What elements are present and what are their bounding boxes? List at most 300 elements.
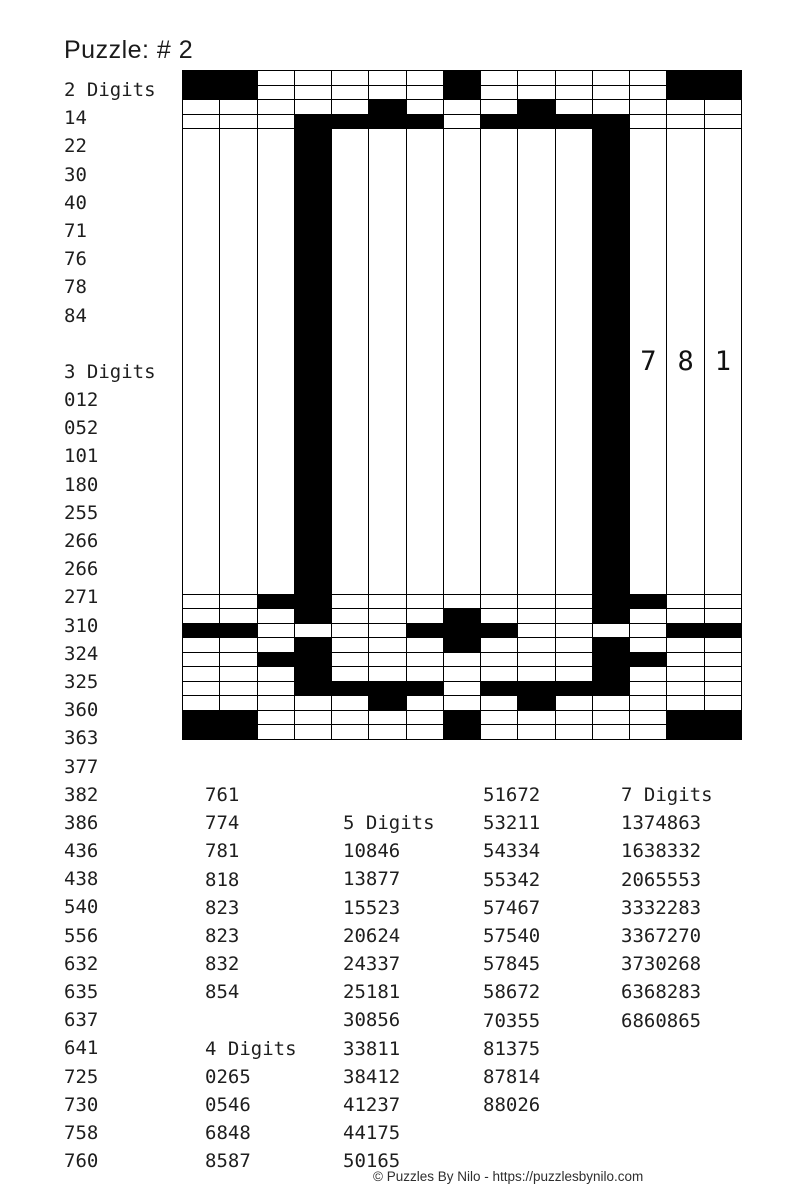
grid-cell-prefilled[interactable]: 7 [630,129,667,594]
grid-cell-empty[interactable] [220,696,257,711]
grid-cell-black [257,652,294,667]
grid-cell-empty[interactable] [406,100,443,115]
list-item: 57845 [483,953,541,976]
grid-row [183,100,742,115]
grid-cell-black [294,681,331,696]
list-heading: 3 Digits [64,360,156,383]
list-item: 730 [64,1093,99,1116]
list-item: 88026 [483,1094,541,1117]
grid-cell-empty[interactable] [257,623,294,638]
grid-cell-black [294,667,331,682]
grid-cell-empty[interactable] [518,710,555,725]
grid-cell-black [406,623,443,638]
list-item: 386 [64,811,99,834]
grid-cell-empty[interactable] [369,85,406,100]
grid-cell-empty[interactable] [369,623,406,638]
grid-cell-black [518,100,555,115]
list-item: 540 [64,896,99,919]
grid-cell-empty[interactable] [555,594,592,609]
grid-cell-black [630,652,667,667]
list-item: 823 [205,896,240,919]
list-item: 325 [64,670,99,693]
grid-cell-black [630,594,667,609]
grid-cell-empty[interactable] [294,100,331,115]
grid-cell-black [220,623,257,638]
grid-cell-empty[interactable] [220,652,257,667]
grid-cell-black [183,623,220,638]
list-item: 101 [64,445,99,468]
grid-cell-black [443,623,480,638]
grid-cell-black [220,710,257,725]
grid-cell-empty[interactable] [555,710,592,725]
grid-cell-empty[interactable] [518,623,555,638]
grid-cell-empty[interactable] [257,638,294,653]
grid-cell-black [667,85,704,100]
grid-cell-empty[interactable] [630,710,667,725]
grid-cell-black [592,609,629,624]
grid-cell-black [183,85,220,100]
grid-cell-empty[interactable] [704,114,741,129]
grid-cell-empty[interactable] [630,609,667,624]
grid-cell-empty[interactable] [257,100,294,115]
grid-cell-empty[interactable] [332,652,369,667]
grid-row [183,114,742,129]
grid-cell-empty[interactable] [592,623,629,638]
grid-cell-empty[interactable] [369,652,406,667]
puzzle-grid [182,70,742,740]
grid-cell-black [294,114,331,129]
number-list-column-1 [64,76,156,1175]
list-item: 3332283 [621,896,702,919]
list-item: 78 [64,276,87,299]
grid-cell-empty[interactable] [183,667,220,682]
list-item: 012 [64,389,99,412]
grid-cell-empty[interactable] [332,85,369,100]
number-list-column-4 [483,781,540,1119]
grid-cell-empty[interactable] [704,667,741,682]
grid-cell-black [183,725,220,740]
grid-cell-empty[interactable] [630,114,667,129]
list-item: 81375 [483,1037,541,1060]
footer-credit: © Puzzles By Nilo - https://puzzlesbynilo.com [373,1169,644,1184]
list-item: 266 [64,530,99,552]
grid-cell-empty[interactable] [481,100,518,115]
grid-cell-empty[interactable] [332,725,369,740]
grid-cell-black [443,638,480,653]
grid-cell-empty[interactable] [406,85,443,100]
list-item: 53211 [483,812,541,835]
grid-cell-empty[interactable] [257,129,294,594]
grid-cell-empty[interactable] [667,638,704,653]
list-item: 363 [64,727,99,750]
grid-cell-empty[interactable] [704,681,741,696]
grid-cell-black [518,114,555,129]
grid-cell-empty[interactable] [481,710,518,725]
grid-row [183,725,742,740]
grid-cell-black [443,609,480,624]
grid-cell-empty[interactable] [443,594,480,609]
grid-cell-empty[interactable] [332,667,369,682]
list-item: 57467 [483,896,541,919]
grid-cell-black [443,725,480,740]
grid-cell-empty[interactable] [406,710,443,725]
grid-cell-empty[interactable] [704,100,741,115]
grid-cell-black [481,681,518,696]
grid-cell-empty[interactable] [518,638,555,653]
grid-cell-empty[interactable] [406,638,443,653]
grid-cell-black [667,710,704,725]
grid-cell-empty[interactable] [555,696,592,711]
grid-cell-empty[interactable] [294,696,331,711]
grid-cell-empty[interactable] [667,609,704,624]
grid-row [183,594,742,609]
list-item: 40 [64,191,87,214]
grid-cell-black [518,696,555,711]
grid-cell-empty[interactable] [518,652,555,667]
grid-cell-empty[interactable] [518,129,555,594]
grid-cell-empty[interactable] [257,725,294,740]
list-blank-line [64,330,156,358]
list-heading: 5 Digits [343,812,435,834]
list-item: 758 [64,1121,99,1144]
grid-cell-black [518,681,555,696]
grid-cell-prefilled[interactable]: 8 [667,129,704,594]
grid-cell-black [294,594,331,609]
list-item: 556 [64,924,99,947]
grid-cell-black [592,594,629,609]
grid-cell-empty[interactable] [555,652,592,667]
list-item: 22 [64,135,87,158]
grid-cell-empty[interactable] [667,652,704,667]
list-item: 0265 [205,1065,251,1088]
grid-cell-empty[interactable] [555,609,592,624]
grid-cell-empty[interactable] [518,667,555,682]
list-item: 25181 [343,981,401,1004]
grid-cell-empty[interactable] [704,696,741,711]
list-item: 3730268 [621,953,702,976]
grid-cell-empty[interactable] [555,129,592,594]
grid-cell-empty[interactable] [183,594,220,609]
grid-cell-empty[interactable] [592,725,629,740]
grid-row [183,696,742,711]
list-item: 1374863 [621,812,702,835]
list-item: 854 [205,981,240,1004]
grid-cell-black [481,623,518,638]
grid-cell-empty[interactable] [443,114,480,129]
grid-cell-empty[interactable] [332,129,369,594]
grid-cell-empty[interactable] [332,623,369,638]
list-item: 76 [64,248,87,271]
list-heading: 2 Digits [64,79,156,101]
grid-cell-empty[interactable] [369,71,406,86]
grid-cell-empty[interactable] [220,129,257,594]
grid-cell-empty[interactable] [481,725,518,740]
grid-cell-black [667,725,704,740]
grid-cell-empty[interactable] [481,696,518,711]
grid-cell-empty[interactable] [257,71,294,86]
list-item: 6368283 [621,981,702,1004]
number-list-column-2 [205,781,297,1176]
grid-cell-empty[interactable] [183,652,220,667]
list-item: 15523 [343,896,401,919]
grid-cell-black [294,129,331,594]
grid-cell-empty[interactable] [406,594,443,609]
grid-cell-empty[interactable] [257,681,294,696]
list-item: 760 [64,1150,99,1173]
grid-cell-empty[interactable] [443,652,480,667]
grid-cell-black [369,114,406,129]
grid-cell-empty[interactable] [183,114,220,129]
grid-cell-empty[interactable] [555,667,592,682]
grid-cell-empty[interactable] [592,100,629,115]
grid-cell-empty[interactable] [667,696,704,711]
grid-cell-empty[interactable] [481,638,518,653]
grid-cell-empty[interactable] [443,681,480,696]
grid-cell-empty[interactable] [592,696,629,711]
grid-cell-empty[interactable] [481,652,518,667]
grid-cell-empty[interactable] [369,609,406,624]
grid-cell-empty[interactable] [369,594,406,609]
grid-cell-empty[interactable] [332,100,369,115]
grid-cell-empty[interactable] [220,681,257,696]
grid-cell-black [183,71,220,86]
grid-cell-black [704,71,741,86]
list-item: 436 [64,840,99,863]
list-item: 6860865 [621,1009,702,1032]
grid-cell-empty[interactable] [555,100,592,115]
grid-cell-empty[interactable] [294,710,331,725]
number-list-column-5 [621,781,713,1035]
grid-cell-empty[interactable] [369,638,406,653]
grid-cell-empty[interactable] [630,696,667,711]
list-item: 382 [64,783,99,806]
grid-cell-black [592,114,629,129]
list-item: 8587 [205,1150,251,1173]
grid-cell-black [592,652,629,667]
list-item: 3367270 [621,924,702,947]
grid-cell-empty[interactable] [220,609,257,624]
grid-cell-empty[interactable] [220,100,257,115]
grid-cell-empty[interactable] [592,85,629,100]
grid-cell-empty[interactable] [704,594,741,609]
grid-cell-empty[interactable] [630,623,667,638]
grid-cell-empty[interactable] [518,71,555,86]
grid-cell-empty[interactable] [443,100,480,115]
grid-cell-black [592,667,629,682]
list-item: 1638332 [621,840,702,863]
grid-cell-empty[interactable] [332,638,369,653]
grid-cell-empty[interactable] [294,725,331,740]
list-item: 70355 [483,1009,541,1032]
grid-cell-black [592,681,629,696]
list-item: 761 [205,784,240,806]
grid-cell-empty[interactable] [332,710,369,725]
grid-cell-empty[interactable] [630,638,667,653]
grid-cell-black [443,71,480,86]
grid-cell-empty[interactable] [406,609,443,624]
list-item: 84 [64,304,87,327]
grid-cell-black [257,594,294,609]
list-item: 24337 [343,952,401,975]
grid-cell-black [332,114,369,129]
list-item: 87814 [483,1065,541,1088]
grid-cell-empty[interactable] [183,681,220,696]
grid-cell-black [592,638,629,653]
grid-cell-empty[interactable] [332,71,369,86]
grid-cell-empty[interactable] [555,85,592,100]
list-item: 57540 [483,924,541,947]
list-item: 10846 [343,840,401,863]
grid-cell-empty[interactable] [443,696,480,711]
grid-row [183,71,742,86]
list-item: 632 [64,952,99,975]
grid-cell-empty[interactable] [592,71,629,86]
grid-cell-empty[interactable] [369,667,406,682]
grid-cell-empty[interactable] [704,652,741,667]
grid-row [183,681,742,696]
grid-row [183,129,742,594]
grid-cell-empty[interactable] [555,638,592,653]
grid-cell-empty[interactable] [555,71,592,86]
grid-cell-empty[interactable] [518,85,555,100]
grid-cell-empty[interactable] [183,638,220,653]
grid-cell-empty[interactable] [406,129,443,594]
list-item: 14 [64,107,87,130]
grid-cell-empty[interactable] [555,623,592,638]
grid-cell-empty[interactable] [220,114,257,129]
grid-cell-black [294,652,331,667]
grid-cell-empty[interactable] [667,594,704,609]
list-item: 255 [64,501,99,524]
grid-cell-black [667,623,704,638]
list-item: 832 [205,953,240,976]
grid-cell-empty[interactable] [592,710,629,725]
list-item: 20624 [343,924,401,947]
grid-cell-empty[interactable] [406,696,443,711]
grid-cell-empty[interactable] [481,609,518,624]
grid-cell-empty[interactable] [443,129,480,594]
list-item: 38412 [343,1065,401,1088]
grid-cell-empty[interactable] [220,667,257,682]
grid-cell-empty[interactable] [257,710,294,725]
grid-cell-empty[interactable] [183,100,220,115]
list-item: 818 [205,868,240,891]
grid-cell-black [220,725,257,740]
grid-cell-empty[interactable] [667,681,704,696]
list-item: 33811 [343,1037,401,1060]
grid-cell-empty[interactable] [630,100,667,115]
grid-cell-empty[interactable] [220,594,257,609]
grid-cell-empty[interactable] [406,652,443,667]
grid-cell-empty[interactable] [406,71,443,86]
grid-cell-empty[interactable] [257,696,294,711]
grid-row [183,623,742,638]
grid-cell-empty[interactable] [481,85,518,100]
list-item: 55342 [483,868,541,891]
list-item: 823 [205,924,240,947]
list-item: 266 [64,558,99,581]
grid-cell-black [704,710,741,725]
grid-cell-black [369,681,406,696]
grid-cell-empty[interactable] [220,638,257,653]
grid-cell-empty[interactable] [369,725,406,740]
grid-cell-empty[interactable] [443,667,480,682]
list-item: 51672 [483,784,541,806]
grid-cell-empty[interactable] [481,594,518,609]
grid-row [183,638,742,653]
grid-cell-empty[interactable] [257,114,294,129]
list-item: 6848 [205,1122,251,1145]
grid-cell-empty[interactable] [257,667,294,682]
grid-cell-empty[interactable] [704,609,741,624]
grid-cell-empty[interactable] [406,725,443,740]
grid-cell-empty[interactable] [481,667,518,682]
grid-cell-black [443,710,480,725]
grid-cell-empty[interactable] [667,114,704,129]
grid-cell-empty[interactable] [630,681,667,696]
grid-cell-black [220,71,257,86]
grid-cell-empty[interactable] [481,71,518,86]
grid-cell-empty[interactable] [481,129,518,594]
grid-cell-empty[interactable] [332,594,369,609]
grid-cell-empty[interactable] [294,623,331,638]
list-item: 774 [205,812,240,835]
list-item: 44175 [343,1122,401,1145]
grid-cell-empty[interactable] [294,71,331,86]
list-item: 637 [64,1009,99,1032]
list-item: 641 [64,1037,99,1060]
grid-cell-empty[interactable] [630,725,667,740]
grid-cell-empty[interactable] [183,609,220,624]
grid-cell-empty[interactable] [667,100,704,115]
grid-cell-empty[interactable] [518,609,555,624]
list-item: 0546 [205,1094,251,1117]
grid-cell-black [220,85,257,100]
grid-cell-empty[interactable] [630,667,667,682]
grid-cell-empty[interactable] [257,609,294,624]
grid-cell-black [369,696,406,711]
list-item: 324 [64,642,99,665]
grid-cell-black [443,85,480,100]
grid-row [183,667,742,682]
list-item: 438 [64,868,99,891]
grid-cell-black [555,114,592,129]
grid-cell-black [294,609,331,624]
grid-cell-empty[interactable] [555,725,592,740]
grid-cell-empty[interactable] [332,696,369,711]
grid-cell-empty[interactable] [294,85,331,100]
grid-cell-empty[interactable] [518,594,555,609]
list-item: 377 [64,755,99,778]
grid-cell-empty[interactable] [630,85,667,100]
grid-cell-black [555,681,592,696]
grid-cell-empty[interactable] [332,609,369,624]
grid-cell-empty[interactable] [406,667,443,682]
grid-cell-empty[interactable] [257,85,294,100]
grid-cell-empty[interactable] [369,710,406,725]
grid-cell-empty[interactable] [183,129,220,594]
grid-cell-prefilled[interactable]: 1 [704,129,741,594]
grid-cell-empty[interactable] [704,638,741,653]
list-item: 30856 [343,1009,401,1032]
grid-cell-empty[interactable] [630,71,667,86]
list-item: 271 [64,586,99,609]
grid-cell-empty[interactable] [667,667,704,682]
grid-cell-empty[interactable] [518,725,555,740]
grid-cell-empty[interactable] [369,129,406,594]
grid-cell-black [406,681,443,696]
grid-cell-empty[interactable] [183,696,220,711]
